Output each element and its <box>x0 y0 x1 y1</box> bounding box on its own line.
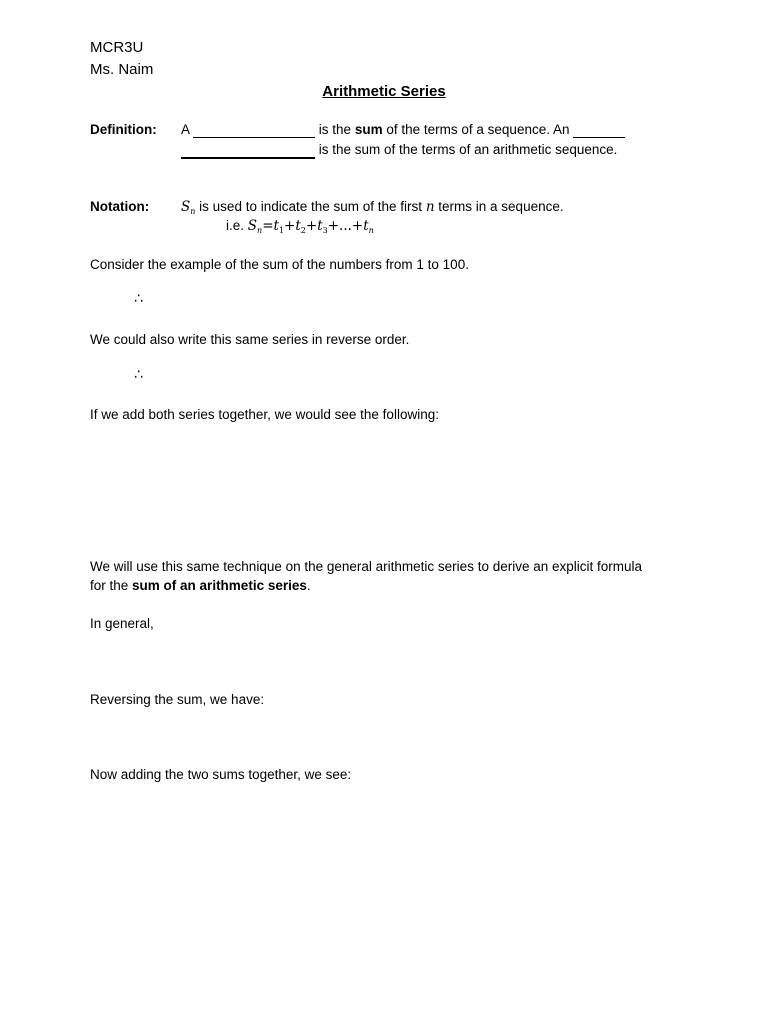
formula-t2: t <box>295 218 301 234</box>
technique-bold-phrase: sum of an arithmetic series <box>132 578 307 593</box>
definition-sum-word: sum <box>354 122 383 137</box>
definition-text-2: is the sum of the terms of an arithmetic sequence. <box>318 142 618 157</box>
formula-plus-1: + <box>284 218 296 234</box>
course-code: MCR3U <box>90 39 144 56</box>
definition-blank-1[interactable] <box>193 122 315 138</box>
page-title <box>0 83 768 100</box>
reversing-paragraph: Reversing the sum, we have: <box>90 692 265 707</box>
sum-symbol-letter: S <box>181 199 191 215</box>
sum-symbol <box>181 199 195 215</box>
sum-formula <box>248 218 374 233</box>
technique-period: . <box>306 578 311 593</box>
formula-equals: = <box>262 218 274 234</box>
formula-ellipsis: ... <box>339 218 352 234</box>
formula-t1-sub: 1 <box>278 226 285 235</box>
notation-text-a: is used to indicate the sum of the first <box>199 199 423 214</box>
definition-is-the: is the <box>318 122 352 137</box>
teacher-name: Ms. Naim <box>90 61 154 78</box>
formula-plus-3: + <box>327 218 340 234</box>
formula-lhs-sub: n <box>257 226 263 235</box>
formula-tn-sub: n <box>368 226 374 235</box>
formula-t3-sub: 3 <box>322 226 328 235</box>
therefore-symbol-2: ∴ <box>134 367 143 383</box>
add-both-paragraph: If we add both series together, we would see the following: <box>90 407 439 422</box>
page-title-text: Arithmetic Series <box>322 83 446 100</box>
definition-line-1 <box>181 122 625 138</box>
definition-label: Definition: <box>90 122 157 137</box>
technique-paragraph-line-2 <box>90 578 311 593</box>
definition-a: A <box>181 122 190 137</box>
technique-paragraph-line-1: We will use this same technique on the general arithmetic series to derive an explicit formula <box>90 559 643 574</box>
definition-text-1: of the terms of a sequence. An <box>386 122 570 137</box>
notation-text-b: terms in a sequence. <box>438 199 564 214</box>
notation-label: Notation: <box>90 199 150 214</box>
formula-tn: t <box>363 218 369 234</box>
therefore-symbol-1: ∴ <box>134 291 143 307</box>
ie-label: i.e. <box>226 218 245 233</box>
definition-blank-2[interactable] <box>573 122 625 138</box>
notation-line-1 <box>181 199 564 215</box>
definition-line-2 <box>181 142 617 159</box>
definition-blank-3[interactable] <box>181 142 315 159</box>
formula-plus-2: + <box>305 218 318 234</box>
formula-lhs: S <box>247 218 258 234</box>
in-general-paragraph: In general, <box>90 616 154 631</box>
formula-plus-4: + <box>351 218 364 234</box>
formula-t2-sub: 2 <box>300 226 306 235</box>
formula-t3: t <box>317 218 323 234</box>
notation-var-n: n <box>425 199 435 215</box>
technique-for-the: for the <box>90 578 129 593</box>
sum-symbol-sub: n <box>190 207 196 216</box>
notation-formula-line <box>226 218 374 234</box>
adding-paragraph: Now adding the two sums together, we see: <box>90 767 352 782</box>
formula-t1: t <box>273 218 279 234</box>
consider-paragraph: Consider the example of the sum of the numbers from 1 to 100. <box>90 257 469 272</box>
reverse-paragraph: We could also write this same series in reverse order. <box>90 332 410 347</box>
